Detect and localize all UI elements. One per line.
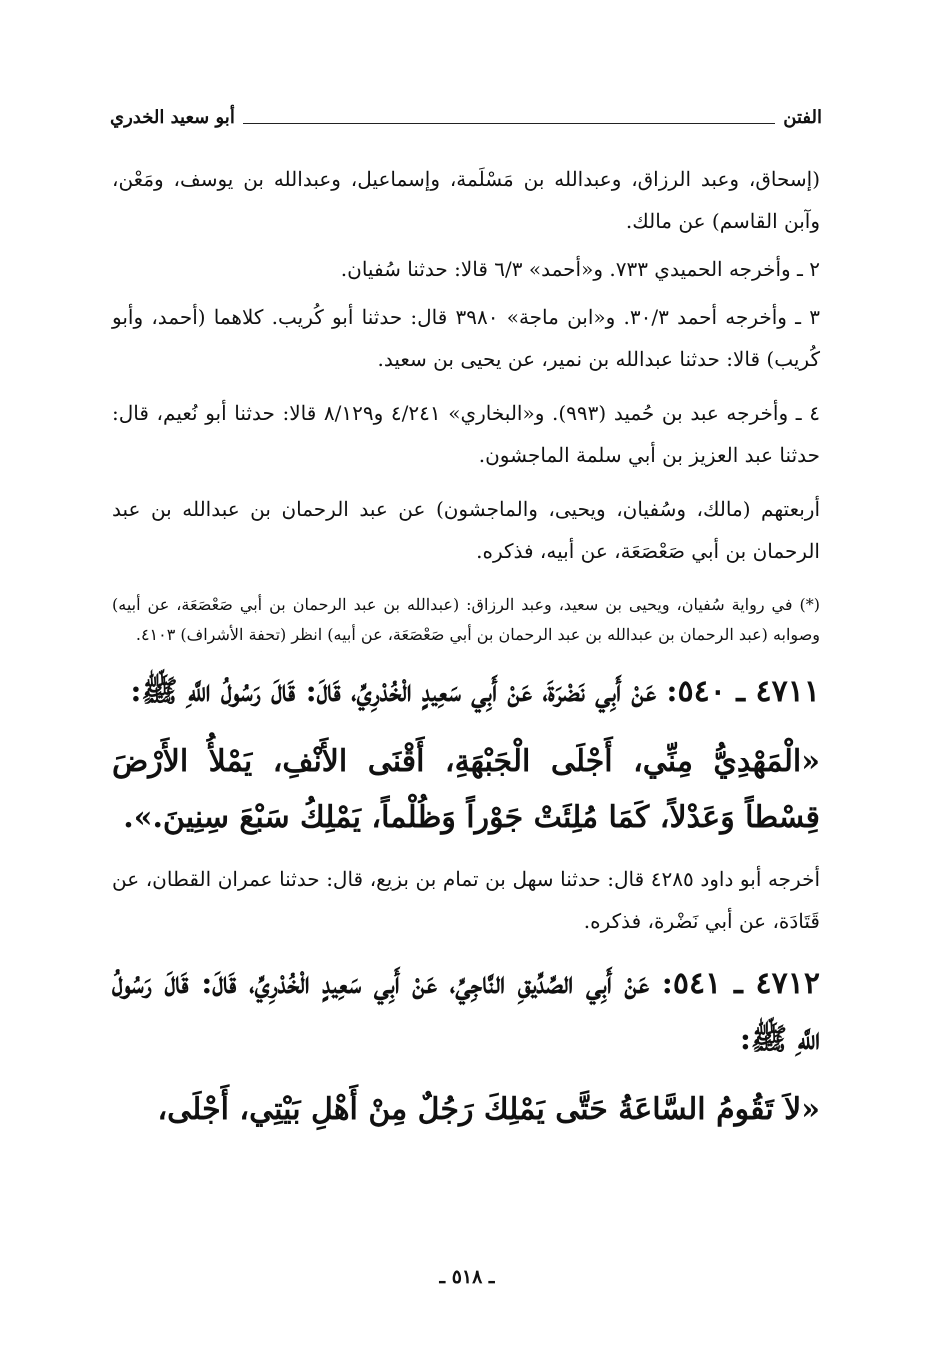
paragraph-sources-1: (إسحاق، وعبد الرزاق، وعبدالله بن مَسْلَمة، وإسماعيل، وعبدالله بن يوسف، ومَعْن، وآبن القاسم) عن مالك. bbox=[112, 167, 820, 233]
running-header bbox=[110, 100, 822, 134]
hadith-2-intro: ٤٧١٢ ـ ٥٤١: عَنْ أَبِي الصِّدِّيقِ النَّاجِيِّ، عَنْ أَبِي سَعِيدٍ الْخُدْرِيِّ، قَالَ: قَالَ رَسُولُ اللَّهِ ﷺ: bbox=[112, 966, 820, 1057]
paragraph-sources-4: ٤ ـ وأخرجه عبد بن حُميد (٩٩٣). و«البخاري» ٤/٢٤١ و٨/١٢٩ قالا: حدثنا أبو نُعيم، قال: حدثنا عبد العزيز بن أبي سلمة الماجشون. bbox=[112, 401, 820, 467]
hadith-1-text: «الْمَهْدِيُّ مِنِّي، أَجْلَى الْجَبْهَةِ، أَقْنَى الأَنْفِ، يَمْلأُ الأَرْضَ قِسْطاً وَعَدْلاً، كَمَا مُلِئَتْ جَوْراً وَظُلْماً، يَمْلِكُ سَبْعَ سِنِينَ.». bbox=[112, 744, 820, 835]
page-body bbox=[112, 158, 820, 1138]
chapter-title: الفتن bbox=[783, 106, 822, 128]
hadith-1-intro: ٤٧١١ ـ ٥٤٠: عَنْ أَبِي نَضْرَةَ، عَنْ أَبِي سَعِيدٍ الْخُدْرِيِّ، قَالَ: قَالَ رَسُولُ اللَّهِ ﷺ: bbox=[130, 674, 820, 709]
header-rule bbox=[243, 123, 775, 124]
paragraph-chain-summary: أربعتهم (مالك، وسُفيان، ويحيى، والماجشون) عن عبد الرحمان بن عبدالله بن عبد الرحمان بن أبي صَعْصَعَة، عن أبيه، فذكره. bbox=[112, 497, 820, 563]
paragraph-sources-3: ٣ ـ وأخرجه أحمد ٣٠/٣. و«ابن ماجة» ٣٩٨٠ قال: حدثنا أبو كُريب. كلاهما (أحمد، وأبو كُريب) قالا: حدثنا عبدالله بن نمير، عن يحيى بن سعيد. bbox=[112, 305, 820, 371]
hadith-2-text: «لاَ تَقُومُ السَّاعَةُ حَتَّى يَمْلِكَ رَجُلٌ مِنْ أَهْلِ بَيْتِي، أَجْلَى، bbox=[157, 1092, 820, 1127]
paragraph-sources-2: ٢ ـ وأخرجه الحميدي ٧٣٣. و«أحمد» ٦/٣ قالا: حدثنا سُفيان. bbox=[340, 257, 820, 281]
section-title: أبو سعيد الخدري bbox=[110, 106, 235, 128]
page-number: ـ ٥١٨ ـ bbox=[439, 1266, 495, 1288]
footnote: (*) في رواية سُفيان، ويحيى بن سعيد، وعبد الرزاق: (عبدالله بن عبد الرحمان بن أبي صَعْصَعَة، عن أبيه) وصوابه (عبد الرحمان بن عبدالله بن عبد الرحمان بن أبي صَعْصَعَة، عن أبيه) انظر (تحفة الأشراف) ٤١٠٣. bbox=[112, 595, 820, 644]
hadith-1-source: أخرجه أبو داود ٤٢٨٥ قال: حدثنا سهل بن تمام بن بزيع، قال: حدثنا عمران القطان، عن قَتَادَة، عن أبي نَضْرة، فذكره. bbox=[112, 867, 820, 933]
